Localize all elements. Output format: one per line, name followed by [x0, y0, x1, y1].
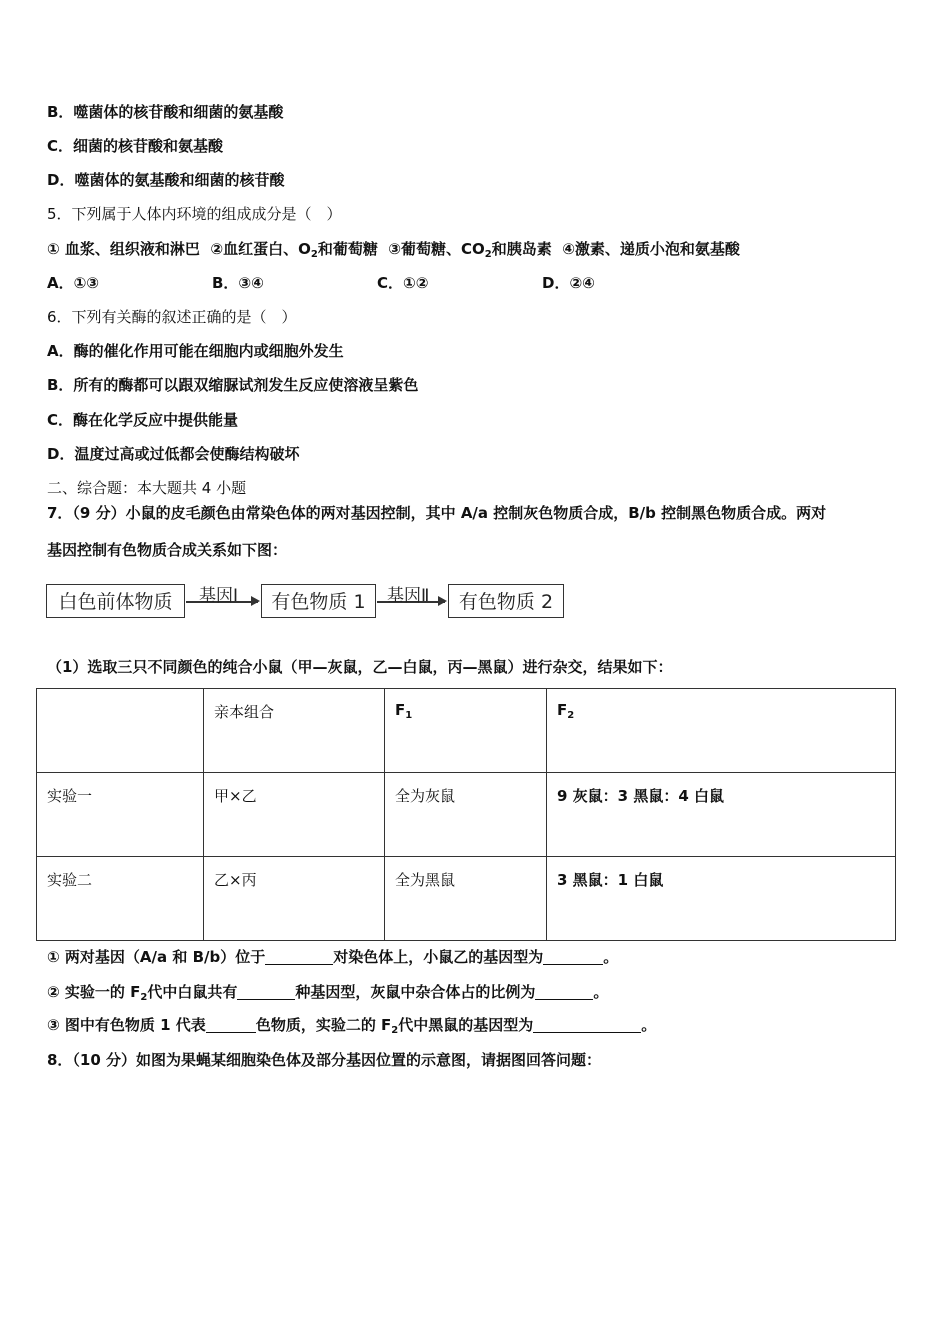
table-header-cell	[37, 689, 204, 773]
diagram-box-colored-1: 有色物质 1	[261, 584, 376, 618]
answer-blank[interactable]	[206, 1018, 256, 1033]
diagram-box-white-precursor: 白色前体物质	[46, 584, 185, 618]
cross-results-table	[36, 688, 896, 941]
table-row	[37, 773, 896, 857]
q7-sub1: （1）选取三只不同颜色的纯合小鼠（甲—灰鼠，乙—白鼠，丙—黑鼠）进行杂交，结果如下：	[47, 658, 673, 676]
q6-option-c: C．酶在化学反应中提供能量	[47, 411, 239, 429]
q5-item-2: ②血红蛋白、$O_2$和葡萄糖	[210, 240, 378, 260]
q5-option-c: C．①②	[377, 274, 429, 292]
table-cell: 实验二	[37, 857, 204, 941]
table-header-row	[37, 689, 896, 773]
table-header-cell: 亲本组合	[204, 689, 385, 773]
q6-option-a: A．酶的催化作用可能在细胞内或细胞外发生	[47, 342, 344, 360]
table-cell: 乙×丙	[204, 857, 385, 941]
q5-option-a: A．①③	[47, 274, 100, 292]
diagram-label-gene-1: 基因Ⅰ	[199, 586, 239, 606]
answer-blank[interactable]	[533, 1018, 641, 1033]
q6-stem: 6．下列有关酶的叙述正确的是（ ）	[47, 308, 297, 326]
table-header-cell: $F_1$	[385, 689, 547, 773]
q6-option-d: D．温度过高或过低都会使酶结构破坏	[47, 445, 300, 463]
table-cell: 全为黑鼠	[385, 857, 547, 941]
table-cell: 9 灰鼠：3 黑鼠：4 白鼠	[547, 773, 896, 857]
table-cell: 实验一	[37, 773, 204, 857]
q4-option-b: B．噬菌体的核苷酸和细菌的氨基酸	[47, 103, 284, 121]
q5-items	[47, 239, 740, 259]
q5-option-b: B．③④	[212, 274, 264, 292]
q6-option-b: B．所有的酶都可以跟双缩脲试剂发生反应使溶液呈紫色	[47, 376, 419, 394]
q7-question-2: ② 实验一的 $F_2$代中白鼠共有 种基因型，灰鼠中杂合体占的比例为 。	[47, 983, 609, 1003]
table-cell: 甲×乙	[204, 773, 385, 857]
q4-option-d: D．噬菌体的氨基酸和细菌的核苷酸	[47, 171, 285, 189]
answer-blank[interactable]	[237, 985, 295, 1000]
table-header-cell: $F_2$	[547, 689, 896, 773]
q7-stem-line2: 基因控制有色物质合成关系如下图：	[47, 541, 288, 559]
q5-item-1: ① 血浆、组织液和淋巴	[47, 240, 200, 258]
q5-option-d: D．②④	[542, 274, 595, 292]
q7-stem-line1: 7．（9 分）小鼠的皮毛颜色由常染色体的两对基因控制，其中 A/a 控制灰色物质合成，B/b 控制黑色物质合成。两对	[47, 504, 827, 522]
table-cell: 3 黑鼠：1 白鼠	[547, 857, 896, 941]
q5-stem: 5．下列属于人体内环境的组成成分是（ ）	[47, 205, 342, 223]
section-heading: 二、综合题：本大题共 4 小题	[47, 479, 247, 497]
diagram-box-colored-2: 有色物质 2	[448, 584, 564, 618]
diagram-label-gene-2: 基因Ⅱ	[387, 586, 430, 606]
q5-item-3: ③葡萄糖、$CO_2$和胰岛素	[388, 240, 552, 260]
q7-question-3: ③ 图中有色物质 1 代表 色物质，实验二的 $F_2$代中黑鼠的基因型为 。	[47, 1016, 657, 1036]
table-row	[37, 857, 896, 941]
q8-stem: 8．（10 分）如图为果蝇某细胞染色体及部分基因位置的示意图，请据图回答问题：	[47, 1051, 602, 1069]
q7-question-1: ① 两对基因（A/a 和 B/b）位于 对染色体上，小鼠乙的基因型为 。	[47, 948, 619, 966]
answer-blank[interactable]	[535, 985, 593, 1000]
answer-blank[interactable]	[265, 950, 333, 965]
q4-option-c: C．细菌的核苷酸和氨基酸	[47, 137, 224, 155]
q5-item-4: ④激素、递质小泡和氨基酸	[562, 240, 740, 258]
q5-options	[47, 273, 595, 293]
answer-blank[interactable]	[543, 950, 603, 965]
table-cell: 全为灰鼠	[385, 773, 547, 857]
